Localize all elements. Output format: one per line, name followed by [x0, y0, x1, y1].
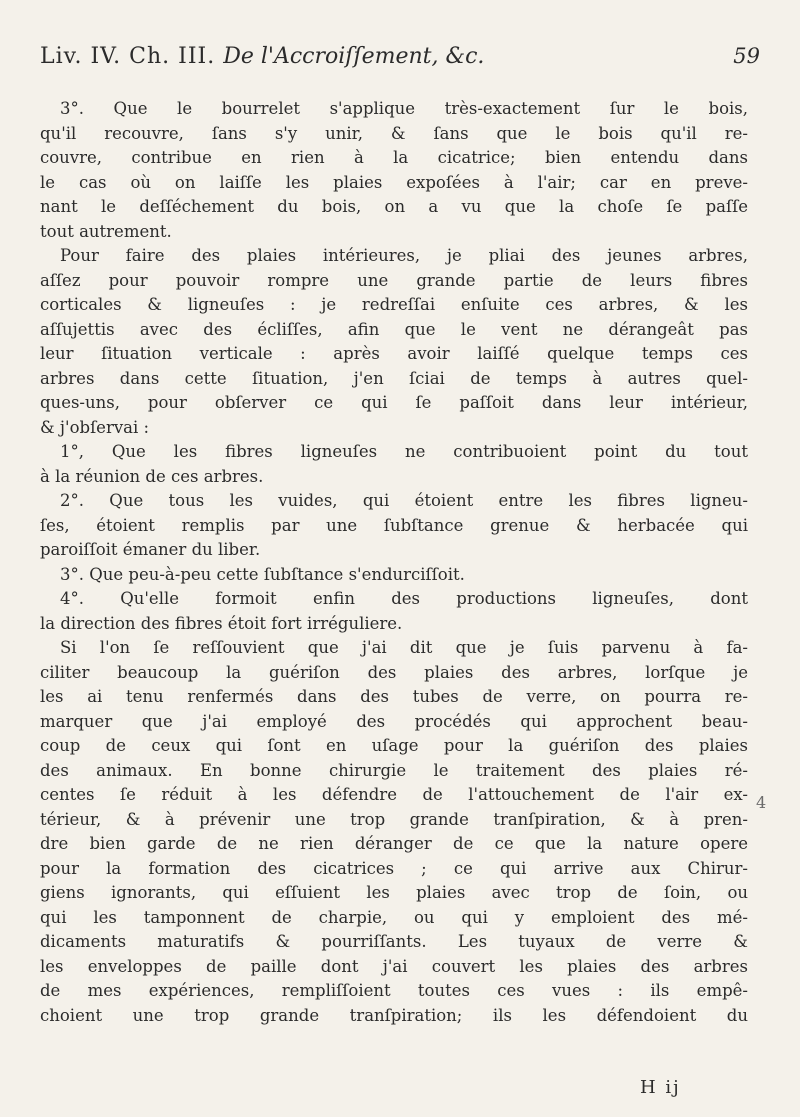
text-line: des animaux. En bonne chirurgie le traitement des plaies ré- — [40, 760, 748, 780]
text-line: leur ſituation verticale : après avoir laiſſé quelque temps ces — [40, 344, 748, 363]
text-line: le cas où on laiſſe les plaies expoſées à l'air; car en preve- — [40, 172, 748, 192]
margin-mark: 4 — [756, 793, 767, 812]
text-line: marquer que j'ai employé des procédés qui approchent beau- — [40, 711, 748, 731]
text-line: 3°. Que peu-à-peu cette ſubſtance s'endurciſſoit. — [60, 564, 465, 584]
text-line: la direction des fibres étoit fort irréguliere. — [40, 613, 403, 633]
running-head-chapter: Liv. IV. Ch. III. — [40, 44, 216, 69]
text-line: arbres dans cette ſituation, j'en ſciai de temps à autres quel- — [40, 368, 748, 388]
text-line: tout autrement. — [40, 221, 172, 241]
page-header — [40, 44, 760, 80]
text-line: 1°, Que les fibres ligneuſes ne contribuoient point du tout — [60, 442, 748, 461]
running-head-subtitle: De l'Accroiſſement, &c. — [223, 44, 485, 69]
text-line: les ai tenu renfermés dans des tubes de verre, on pourra re- — [40, 687, 748, 706]
text-line: ciliter beaucoup la guériſon des plaies des arbres, lorſque je — [40, 662, 748, 682]
text-line: dicaments maturatifs & pourriſſants. Les tuyaux de verre & — [40, 932, 748, 951]
text-line: paroiſſoit émaner du liber. — [40, 540, 261, 559]
text-line: 2°. Que tous les vuides, qui étoient entre les fibres ligneu- — [60, 491, 748, 510]
text-line: giens ignorants, qui eſſuient les plaies avec trop de ſoin, ou — [40, 883, 748, 902]
text-line: dre bien garde de ne rien déranger de ce que la nature opere — [40, 834, 748, 853]
text-line: qu'il recouvre, ſans s'y unir, & ſans que le bois qu'il re- — [40, 123, 748, 143]
text-line: nant le deſſéchement du bois, on a vu que la choſe ſe paſſe — [40, 197, 748, 216]
text-line: qui les tamponnent de charpie, ou qui y emploient des mé- — [40, 907, 748, 927]
text-line: aſſujettis avec des écliſſes, afin que le vent ne dérangeât pas — [40, 319, 748, 339]
text-line: aſſez pour pouvoir rompre une grande partie de leurs fibres — [40, 270, 748, 290]
text-line: ſes, étoient remplis par une ſubſtance grenue & herbacée qui — [40, 515, 748, 535]
text-line: choient une trop grande tranſpiration; ils les défendoient du — [40, 1005, 748, 1025]
text-line: Si l'on ſe reſſouvient que j'ai dit que je ſuis parvenu à fa- — [60, 638, 748, 657]
text-line: centes ſe réduit à les défendre de l'attouchement de l'air ex- — [40, 785, 748, 804]
text-line: Pour faire des plaies intérieures, je pliai des jeunes arbres, — [60, 246, 748, 265]
text-line: 4°. Qu'elle formoit enfin des productions ligneuſes, dont — [60, 589, 748, 608]
body-text — [40, 97, 748, 1028]
text-line: couvre, contribue en rien à la cicatrice; bien entendu dans — [40, 148, 748, 167]
running-head — [40, 44, 484, 69]
text-line: pour la formation des cicatrices ; ce qui arrive aux Chirur- — [40, 858, 748, 878]
text-line: à la réunion de ces arbres. — [40, 466, 264, 486]
text-line: coup de ceux qui ſont en uſage pour la guériſon des plaies — [40, 736, 748, 755]
text-line: & j'obſervai : — [40, 417, 150, 437]
page-number: 59 — [733, 44, 760, 68]
text-line: de mes expériences, rempliſſoient toutes ces vues : ils empê- — [40, 981, 748, 1000]
text-line: les enveloppes de paille dont j'ai couvert les plaies des arbres — [40, 956, 748, 976]
signature-mark: H ij — [640, 1077, 681, 1098]
text-line: corticales & ligneuſes : je redreſſai enſuite ces arbres, & les — [40, 295, 748, 314]
text-line: térieur, & à prévenir une trop grande tranſpiration, & à pren- — [40, 809, 748, 829]
text-line: 3°. Que le bourrelet s'applique très-exactement ſur le bois, — [60, 99, 748, 118]
text-line: ques-uns, pour obſerver ce qui ſe paſſoit dans leur intérieur, — [40, 393, 748, 412]
